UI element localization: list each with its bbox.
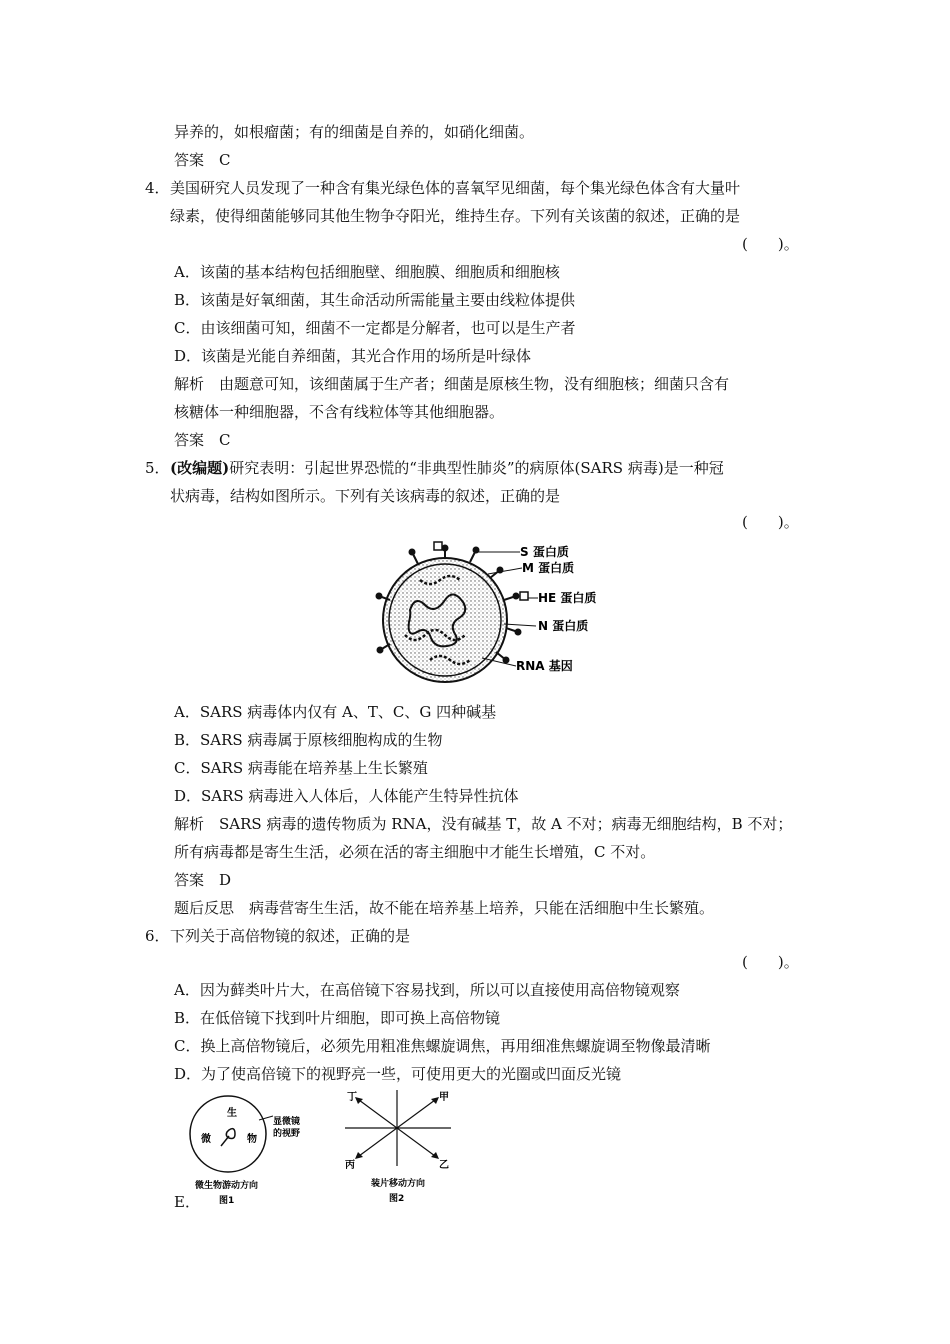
fig1-caption: 微生物游动方向: [195, 1181, 259, 1191]
arrow-yi: [431, 1152, 439, 1159]
q5-option-d: D．SARS 病毒进入人体后，人体能产生特异性抗体: [174, 787, 519, 805]
q5-option-b: B．SARS 病毒属于原核细胞构成的生物: [174, 731, 443, 749]
q5-option-a: A．SARS 病毒体内仅有 A、T、C、G 四种碱基: [174, 703, 497, 721]
q4-answer-bracket: ( )。: [742, 235, 799, 253]
arrow-jia: [431, 1097, 439, 1104]
q4-option-a: A．该菌的基本结构包括细胞壁、细胞膜、细胞质和细胞核: [174, 263, 560, 281]
q4-option-c: C．由该细菌可知，细菌不一定都是分解者，也可以是生产者: [174, 319, 576, 337]
label-s-protein: S 蛋白质: [520, 545, 569, 559]
fig2-label-bing: 丙: [345, 1160, 355, 1171]
fig1-field-label-1: 显微镜: [273, 1117, 301, 1127]
q5-tag: (改编题): [170, 459, 230, 477]
q6-option-e: E．: [174, 1193, 200, 1211]
q6-option-d: D．为了使高倍镜下的视野亮一些，可使用更大的光圈或凹面反光镜: [174, 1065, 622, 1083]
fig1-char-wu: 物: [247, 1134, 257, 1145]
q6-option-a: A．因为藓类叶片大，在高倍镜下容易找到，所以可以直接使用高倍物镜观察: [174, 981, 680, 999]
q5-reflection: 题后反思 病毒营寄生生活，故不能在培养基上培养，只能在活细胞中生长繁殖。: [174, 899, 715, 917]
answer-q3: 答案 C: [174, 151, 231, 169]
fig1-field-label-2: 的视野: [273, 1129, 301, 1139]
figure-1-microscope-field: [185, 1092, 301, 1207]
q4-option-d: D．该菌是光能自养细菌，其光合作用的场所是叶绿体: [174, 347, 532, 365]
q4-answer: 答案 C: [174, 431, 231, 449]
q5-stem-line1: [170, 458, 724, 478]
s-protein-marker: [434, 542, 442, 550]
q5-analysis-line1: 解析 SARS 病毒的遗传物质为 RNA，没有碱基 T，故 A 不对；病毒无细胞结构，B 不对；: [174, 815, 793, 833]
label-n-protein: N 蛋白质: [538, 619, 589, 633]
q4-number: 4．: [145, 179, 170, 197]
fig2-label-yi: 乙: [439, 1160, 449, 1171]
q4-option-b: B．该菌是好氧细菌，其生命活动所需能量主要由线粒体提供: [174, 291, 576, 309]
intro-text: 异养的，如根瘤菌；有的细菌是自养的，如硝化细菌。: [174, 123, 535, 141]
q5-stem-text: 研究表明：引起世界恐慌的“非典型性肺炎”的病原体(SARS 病毒)是一种冠: [229, 459, 724, 477]
q5-number: 5．: [145, 459, 170, 477]
q4-analysis-line1: 解析 由题意可知，该细菌属于生产者；细菌是原核生物，没有细胞核；细菌只含有: [174, 375, 730, 393]
q5-stem-line2: 状病毒，结构如图所示。下列有关该病毒的叙述，正确的是: [170, 487, 561, 505]
fig1-char-wei: 微: [201, 1134, 211, 1145]
fig2-caption: 装片移动方向: [371, 1179, 426, 1189]
q6-option-c: C．换上高倍物镜后，必须先用粗准焦螺旋调焦，再用细准焦螺旋调至物像最清晰: [174, 1037, 711, 1055]
q6-option-b: B．在低倍镜下找到叶片细胞，即可换上高倍物镜: [174, 1009, 501, 1027]
q4-analysis-line2: 核糖体一种细胞器，不含有线粒体等其他细胞器。: [174, 403, 505, 421]
figure-2-slide-movement: [335, 1088, 460, 1208]
fig2-name: 图2: [389, 1194, 405, 1204]
q6-stem: 下列关于高倍物镜的叙述，正确的是: [170, 927, 411, 945]
he-protein-marker: [520, 592, 528, 600]
q5-analysis-line2: 所有病毒都是寄生生活，必须在活的寄主细胞中才能生长增殖，C 不对。: [174, 843, 656, 861]
label-he-protein: HE 蛋白质: [538, 591, 597, 605]
q4-stem-line2: 绿素，使得细菌能够同其他生物争夺阳光，维持生存。下列有关该菌的叙述，正确的是: [170, 207, 741, 225]
sars-virus-figure: [370, 540, 610, 685]
q6-number: 6．: [145, 927, 170, 945]
fig1-char-sheng: 生: [227, 1108, 237, 1119]
label-m-protein: M 蛋白质: [522, 561, 575, 575]
label-rna-gene: RNA 基因: [516, 659, 573, 673]
fig1-name: 图1: [219, 1196, 235, 1206]
q4-stem-line1: 美国研究人员发现了一种含有集光绿色体的喜氧罕见细菌，每个集光绿色体含有大量叶: [170, 179, 741, 197]
q6-answer-bracket: ( )。: [742, 953, 799, 971]
arrow-bing: [355, 1152, 363, 1159]
fig2-label-jia: 甲: [439, 1092, 449, 1103]
q5-answer-bracket: ( )。: [742, 513, 799, 531]
q5-option-c: C．SARS 病毒能在培养基上生长繁殖: [174, 759, 428, 777]
fig2-label-ding: 丁: [347, 1092, 357, 1103]
q5-answer: 答案 D: [174, 871, 232, 889]
